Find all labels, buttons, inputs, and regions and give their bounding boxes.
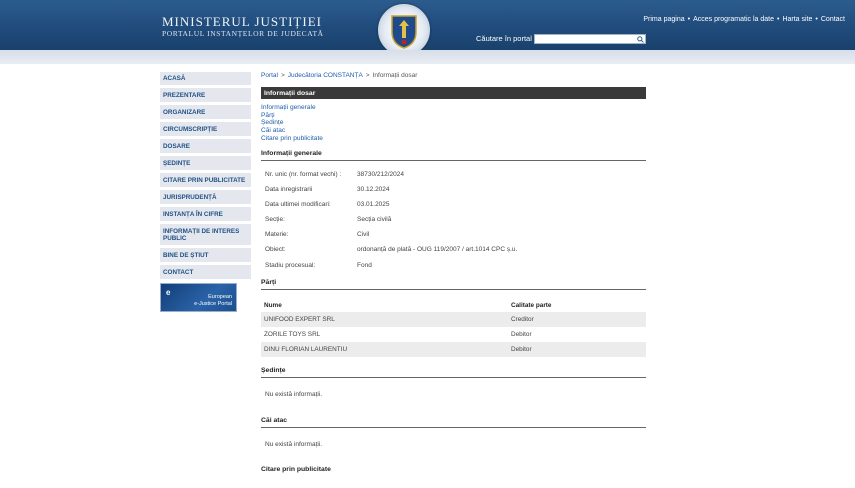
sidebar-item-bine-de-stiut[interactable]: BINE DE ȘTIUT [160, 248, 251, 263]
cai-atac-empty-message: Nu există informații. [265, 440, 323, 448]
table-row: ZORILE TOYS SRL Debitor [261, 327, 646, 342]
toc-link-cai-atac[interactable]: Căi atac [261, 127, 286, 135]
section-links [261, 104, 646, 143]
search-icon[interactable] [635, 35, 645, 43]
link-separator: • [815, 16, 818, 23]
sidebar-item-organizare[interactable]: ORGANIZARE [160, 105, 251, 120]
search-input[interactable] [535, 35, 635, 43]
site-header [0, 0, 855, 50]
main-content [261, 72, 646, 476]
site-subtitle: PORTALUL INSTANȚELOR DE JUDECATĂ [162, 29, 324, 38]
info-row: Materie: Civil [265, 231, 370, 239]
section-heading-parti: Părți [261, 279, 646, 290]
info-row: Nr. unic (nr. format vechi) : 38730/212/2024 [265, 170, 404, 178]
link-harta-site[interactable]: Harta site [782, 16, 813, 23]
table-row: DINU FLORIAN LAURENTIU Debitor [261, 342, 646, 357]
sidebar-item-jurisprudenta[interactable]: JURISPRUDENȚĂ [160, 190, 251, 205]
column-header-calitate: Calitate parte [511, 302, 552, 310]
general-info-table [261, 171, 646, 277]
link-separator: • [777, 16, 780, 23]
header-band [0, 50, 855, 64]
sidebar-nav [160, 72, 251, 312]
sidebar-item-circumscriptie[interactable]: CIRCUMSCRIPȚIE [160, 122, 251, 137]
sidebar-item-contact[interactable]: CONTACT [160, 265, 251, 280]
table-row: UNIFOOD EXPERT SRL Creditor [261, 312, 646, 327]
ejustice-logo-icon: e [166, 288, 171, 297]
section-heading-citare: Citare prin publicitate [261, 465, 331, 473]
coat-of-arms-icon[interactable] [378, 4, 430, 56]
sidebar-item-citare[interactable]: CITARE PRIN PUBLICITATE [160, 173, 251, 188]
site-title[interactable]: MINISTERUL JUSTIȚIEI [162, 14, 322, 29]
link-prima-pagina[interactable]: Prima pagina [643, 16, 685, 23]
toc-link-citare[interactable]: Citare prin publicitate [261, 134, 323, 142]
ejustice-banner[interactable] [160, 283, 237, 312]
table-header [261, 300, 646, 312]
breadcrumb-portal[interactable]: Portal [261, 72, 278, 79]
search-box [534, 34, 646, 44]
link-contact[interactable]: Contact [820, 16, 845, 23]
sidebar-item-informatii-interes[interactable]: INFORMAȚII DE INTERES PUBLIC [160, 224, 251, 246]
ejustice-text: European e-Justice Portal [194, 294, 232, 307]
section-heading-cai-atac: Căi atac [261, 417, 646, 428]
info-row: Secție: Secția civilă [265, 216, 392, 224]
sidebar-item-instanta-cifre[interactable]: INSTANȚA ÎN CIFRE [160, 207, 251, 222]
section-heading-sedinte: Ședințe [261, 367, 646, 378]
sedinte-empty-message: Nu există informații. [265, 390, 323, 398]
sidebar-item-acasa[interactable]: ACASĂ [160, 72, 251, 86]
page-title: Informații dosar [261, 87, 646, 99]
info-row: Data ultimei modificari: 03.01.2025 [265, 200, 390, 208]
sidebar-item-dosare[interactable]: DOSARE [160, 139, 251, 154]
column-header-nume: Nume [264, 302, 282, 310]
breadcrumb-separator: > [365, 72, 370, 79]
link-separator: • [687, 16, 691, 23]
link-acces-programatic[interactable]: Acces programatic la date [693, 16, 774, 23]
breadcrumb-separator: > [280, 72, 285, 79]
toc-link-informatii-generale[interactable]: Informații generale [261, 104, 316, 111]
breadcrumb [261, 72, 646, 82]
parti-table [261, 300, 646, 357]
sidebar-item-prezentare[interactable]: PREZENTARE [160, 88, 251, 103]
breadcrumb-current: Informații dosar [372, 72, 418, 79]
info-row: Obiect: ordonanță de plată - OUG 119/2007 / art.1014 CPC ș.u. [265, 246, 518, 254]
toc-link-sedinte[interactable]: Ședințe [261, 119, 284, 127]
top-links [643, 16, 845, 23]
info-row: Stadiu procesual: Fond [265, 261, 372, 269]
info-row: Data inregistrarii 30.12.2024 [265, 185, 390, 193]
section-heading-informatii-generale: Informații generale [261, 150, 646, 161]
search-label: Căutare în portal [476, 34, 532, 43]
toc-link-parti[interactable]: Părți [261, 111, 275, 119]
sidebar-item-sedinte[interactable]: ȘEDINȚE [160, 156, 251, 171]
breadcrumb-judecatoria[interactable]: Judecătoria CONSTANȚA [287, 72, 363, 79]
